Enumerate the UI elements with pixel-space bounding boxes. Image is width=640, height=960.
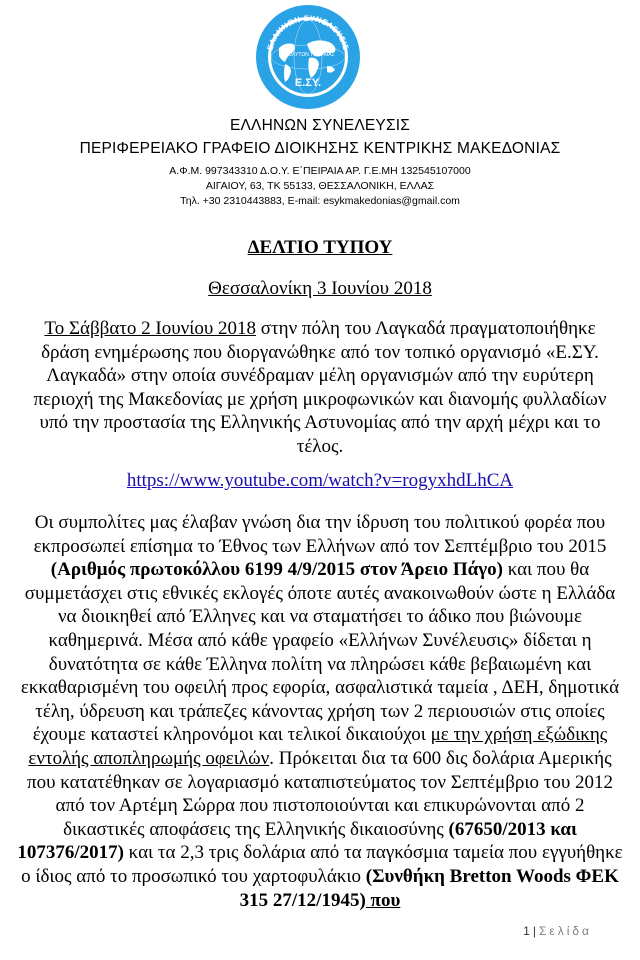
document-title: ΔΕΛΤΙΟ ΤΥΠΟΥ xyxy=(247,237,393,258)
logo-inner-text: ΑΠΟΛΥΤΩΝ ΤΗΣ ΓΑΙΑΣ xyxy=(281,52,335,58)
video-link-line xyxy=(0,470,640,492)
paragraph-1-text: στην πόλη του Λαγκαδά πραγματοποιήθηκε δράση ενημέρωσης που διοργανώθηκε από τον τοπικό οργανισμό «Ε.ΣΥ. Λαγκαδά» στην οποία συνέδραμαν μέλη οργανισμών από την ευρύτερη περιοχή της Μακεδονίας με χρήση μικροφωνικών και διανομής φυλλαδίων υπό την προστασία της Ελληνικής Αστυνομίας από την αρχή μέχρι και το τέλος. xyxy=(33,318,607,457)
logo-abbr: Ε.ΣΥ. xyxy=(294,77,322,89)
court-decisions: (67650/2013 και 107376/2017) xyxy=(17,818,577,864)
protocol-number: (Αριθμός πρωτοκόλλου 6199 4/9/2015 στον Άρειο Πάγο) xyxy=(50,559,503,581)
event-date: Το Σάββατο 2 Ιουνίου 2018 xyxy=(44,318,257,339)
logo-arc-text: ΕΛΛΗΝΩΝ ΣΥΝΕΛΕΥΣΙΣ xyxy=(265,13,351,52)
paragraph-2-text-3: . Πρόκειται δια τα 600 δις δολάρια Αμερικής που κατατέθηκαν σε λογαριασμό καταπιστεύματος τον Σεπτέμβριο του 2012 από τον Αρτέμη Σώρρα που πιστοποιούνται και επικυρώνονται από 2 δικαστικές αποφάσεις της Ελληνικής δικαιοσύνης xyxy=(27,747,613,840)
paragraph-2-continuation: που xyxy=(365,889,401,911)
treaty-reference: (Συνθήκη Bretton Woods ΦΕΚ 315 27/12/1945) xyxy=(239,865,619,911)
paragraph-2-text-4: και τα 2,3 τρις δολάρια από τα παγκόσμια ταμεία που εγγυήθηκε ο ίδιος από το προσωπικό του χαρτοφυλάκιο xyxy=(21,842,623,887)
footer-separator: | xyxy=(532,924,536,938)
payment-order-text: με την χρήση εξώδικης εντολής αποπληρωμής οφειλών xyxy=(28,724,608,769)
document-date: Θεσσαλονίκη 3 Ιουνίου 2018 xyxy=(208,278,432,299)
office-name: ΠΕΡΙΦΕΡΕΙΑΚΟ ΓΡΑΦΕΙΟ ΔΙΟΙΚΗΣΗΣ ΚΕΝΤΡΙΚΗΣ ΜΑΚΕΔΟΝΙΑΣ xyxy=(79,140,561,157)
paragraph-2-text-1: Οι συμπολίτες μας έλαβαν γνώση δια την ίδρυση του πολιτικού φορέα που εκπροσωπεί επίσημα το Έθνος των Ελλήνων από τον Σεπτέμβριο του 2015 xyxy=(33,512,607,557)
paragraph-1 xyxy=(20,317,620,459)
org-logo xyxy=(255,4,361,110)
tax-line: Α.Φ.Μ. 997343310 Δ.Ο.Υ. Ε΄ΠΕΙΡΑΙΑ ΑΡ. Γ.Ε.ΜΗ 132545107000 xyxy=(169,165,471,177)
org-name: ΕΛΛΗΝΩΝ ΣΥΝΕΛΕΥΣΙΣ xyxy=(229,117,411,134)
video-link[interactable]: https://www.youtube.com/watch?v=rogyxhdLhCA xyxy=(126,470,514,491)
page-number: 1 xyxy=(523,924,530,938)
paragraph-2-text-2: και που θα συμμετάσχει στις εθνικές εκλογές όποτε αυτές ανακοινωθούν ώστε η Ελλάδα να διοικηθεί από Έλληνες και να σταματήσει το άδικο που βιώνουμε καθημερινά. Μέσα από κάθε γραφείο «Ελλήνων Συνέλευσις» δίδεται η δυνατότητα σε κάθε Έλληνα πολίτη να πληρώσει κάθε βεβαιωμένη και εκκαθαρισμένη του οφειλή προς εφορία, ασφαλιστικά ταμεία , ΔΕΗ, δημοτικά τέλη, ύδρευση και τράπεζες κάνοντας χρήση των 2 περιουσιών στις οποίες έχουμε καταστεί κληρονόμοι και τελικοί δικαιούχοι xyxy=(20,559,620,746)
contact-line: Τηλ. +30 2310443883, E-mail: esykmakedonias@gmail.com xyxy=(180,195,460,207)
page-label: Σελίδα xyxy=(538,924,592,938)
page-footer xyxy=(523,924,592,938)
paragraph-2 xyxy=(15,511,625,912)
address-line: ΑΙΓΑΙΟΥ, 63, ΤΚ 55133, ΘΕΣΣΑΛΟΝΙΚΗ, ΕΛΛΑΣ xyxy=(205,180,435,192)
